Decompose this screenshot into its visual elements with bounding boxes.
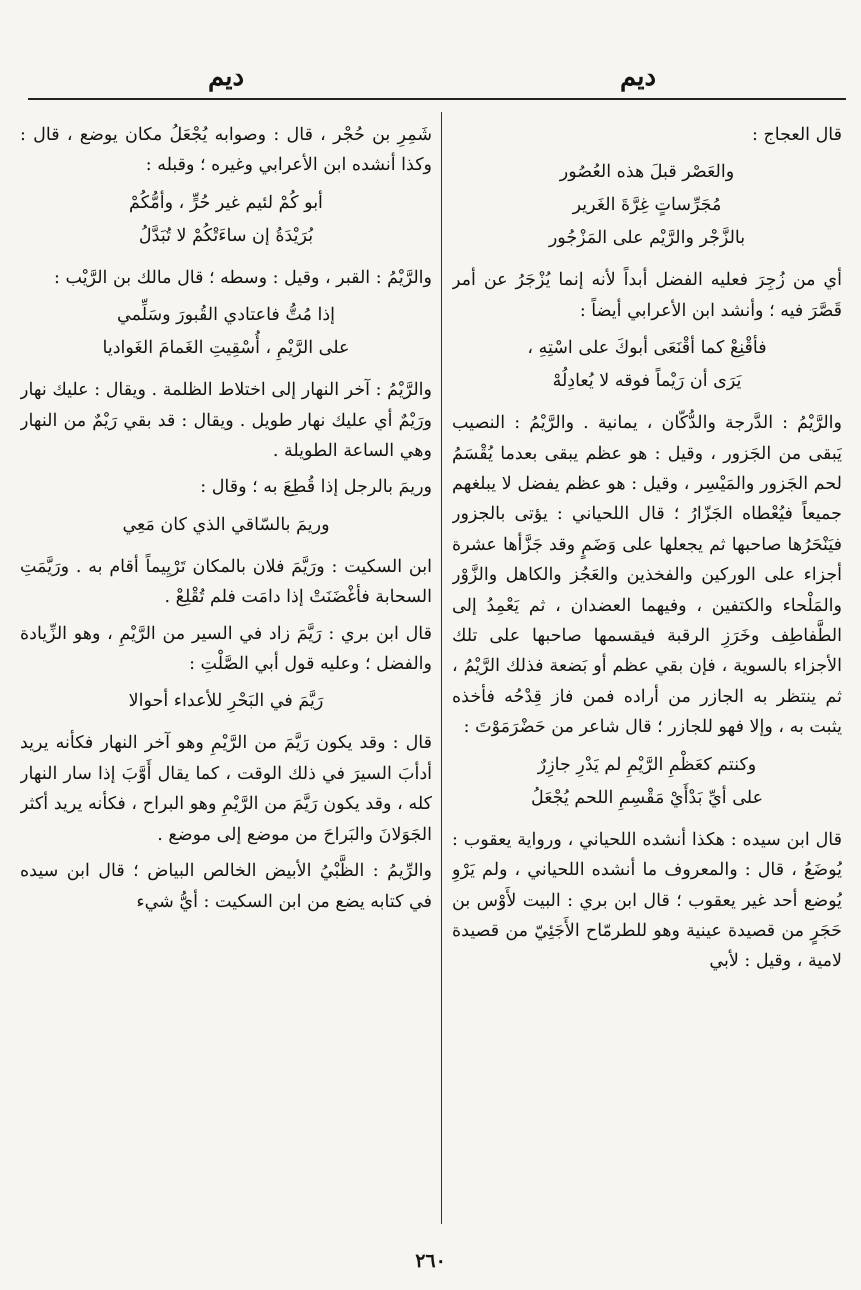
verse-line: إذا مُتُّ فاعتادي القُبورَ وسَلِّمي	[117, 305, 335, 326]
right-column	[452, 120, 842, 1230]
paragraph: والرَّيْمُ : الدَّرجة والدُّكّان ، يمانية . والرَّيْمُ : النصيب يَبقى من الجَزور ، وقيل : هو عظم يبقى بعدما يُقْسَمُ لحم الجَزور والمَيْسِر ، وقيل : هو عظم يفضل لا يبلغهم جميعاً فيُعْطاه الجَزّارُ ؛ قال اللحياني : يؤتى بالجزور فيَنْحَرُها صاحبها ثم يجعلها على وَضَمٍ وقد جَزَّأها عشرة أجزاء على الوركين والفخذين والعَجُز والكاهل والزَّوْر والمَلْحاء والكتفين ، وفيهما العضدان ، ثم يَعْمِدُ إلى الطَّفاطِف وخَرَزِ الرقبة فيقسمها صاحبها على تلك الأجزاء بالسوية ، فإن بقي عظم أو بَضعة فذلك الرَّيْمُ ، ثم ينتظر به الجازر من أراده فمن فاز قِدْحُه فأخذه يثبت به ، وإلا فهو للجازر ؛ قال شاعر من حَضْرَمَوْتَ :	[452, 413, 842, 738]
verse-line: بالزَّجْر والرَّيْم على المَزْجُور	[548, 228, 746, 249]
header-word-right: ديم	[620, 62, 657, 92]
paragraph: والرَّيْمُ : آخر النهار إلى اختلاط الظلمة . ويقال : عليك نهار ورَيْمٌ أي عليك نهار طويل . ويقال : قد بقي رَيْمٌ من النهار وهي الساعة الطويلة .	[20, 380, 432, 462]
paragraph: شَمِرِ بن حُجْر ، قال : وصوابه يُجْعَلُ مكان يوضع ، قال : وكذا أنشده ابن الأعرابي وغيره ؛ وقبله :	[20, 125, 432, 176]
verse-line: بُرَيْدَةُ إن ساءَتْكُمْ لا تُبَدَّلُ	[138, 225, 314, 246]
verse-line: مُجَرِّساتٍ غِرَّةَ الغَرير	[572, 195, 722, 216]
paragraph: قال : وقد يكون رَيَّمَ من الرَّيْمِ وهو آخر النهار فكأنه يريد أدأبَ السيرَ في ذلك الوقت ، كما يقال أَوَّبَ إذا سار النهار كله ، وقد يكون رَيَّمَ من الرَّيْمِ وهو البراح ، فكأنه يريد أكثر الجَوَلانَ والبَراحَ من موضع إلى موضع .	[20, 733, 432, 845]
verse-line: أبو كُمْ لئيم غير حُرٍّ ، وأمُّكُمْ	[129, 192, 323, 213]
verse-line: وريمَ بالسّاقي الذي كان مَعِي	[122, 514, 330, 535]
paragraph: والرِّيمُ : الظَّبْيُ الأبيض الخالص البياض ؛ قال ابن سيده في كتابه يضع من ابن السكيت : أيُّ شيء	[20, 861, 432, 912]
verse-block	[20, 685, 432, 718]
verse-line: يَرَى أن رَيْماً فوقه لا يُعادِلُهْ	[552, 371, 742, 392]
verse-line: فأقْنِعْ كما أقْنَعَى أبوكَ على اسْتِهِ ،	[527, 338, 767, 359]
paragraph: قال ابن سيده : هكذا أنشده اللحياني ، ورواية يعقوب : يُوضَعُ ، قال : والمعروف ما أنشده اللحياني ، ولم يَرْوِ يُوضع أحد غير يعقوب ؛ قال ابن بري : البيت لأَوْس بن حَجَرٍ من قصيدة عينية وهو للطرمّاح الأَجَئِيّ من قصيدة لامية ، وقيل : لأبي	[452, 829, 842, 972]
header-rule	[28, 98, 846, 100]
paragraph: قال العجاج :	[752, 125, 842, 145]
paragraph: وريمَ بالرجل إذا قُطِعَ به ؛ وقال :	[200, 477, 432, 498]
verse-block	[20, 299, 432, 365]
verse-line: والعَصْر قبلَ هذه العُصُور	[559, 162, 735, 183]
paragraph: والرَّيْمُ : القبر ، وقيل : وسطه ؛ قال مالك بن الرَّيْب :	[54, 267, 432, 288]
paragraph: أي من زُجِرَ فعليه الفضل أبداً لأنه إنما يُزْجَرُ عن أمر قَصَّرَ فيه ؛ وأنشد ابن الأعرابي أيضاً :	[452, 270, 842, 321]
paragraph: ابن السكيت : ورَيَّمَ فلان بالمكان تَرْيِيماً أقام به . ورَيَّمَتِ السحابة فأغْضَنَتْ إذا دامَت فلم تُقْلِعْ .	[20, 556, 432, 608]
verse-block	[452, 332, 842, 398]
verse-line: على الرَّيْمِ ، أُسْقِيتِ الغَمامَ الغَواديا	[102, 338, 350, 359]
verse-line: وكنتم كعَظْمِ الرَّيْمِ لم يَدْرِ جازِرٌ	[537, 754, 757, 775]
verse-block	[452, 749, 842, 815]
column-divider	[441, 112, 442, 1224]
verse-block	[20, 509, 432, 542]
verse-line: على أيِّ بَدْأَيْ مَقْسِمِ اللحم يُجْعَلُ	[530, 787, 764, 808]
verse-block	[20, 187, 432, 253]
page-number: ٢٦٠	[415, 1250, 446, 1272]
header-word-left: ديم	[208, 62, 245, 92]
verse-line: رَيَّمَ في البَحْرِ للأعداء أحوالا	[128, 691, 324, 712]
left-column	[20, 120, 432, 1230]
verse-block	[452, 156, 842, 255]
paragraph: قال ابن بري : رَيَّمَ زاد في السير من الرَّيْمِ ، وهو الزِّيادة والفضل ؛ وعليه قول أبي الصَّلْتِ :	[20, 623, 432, 675]
